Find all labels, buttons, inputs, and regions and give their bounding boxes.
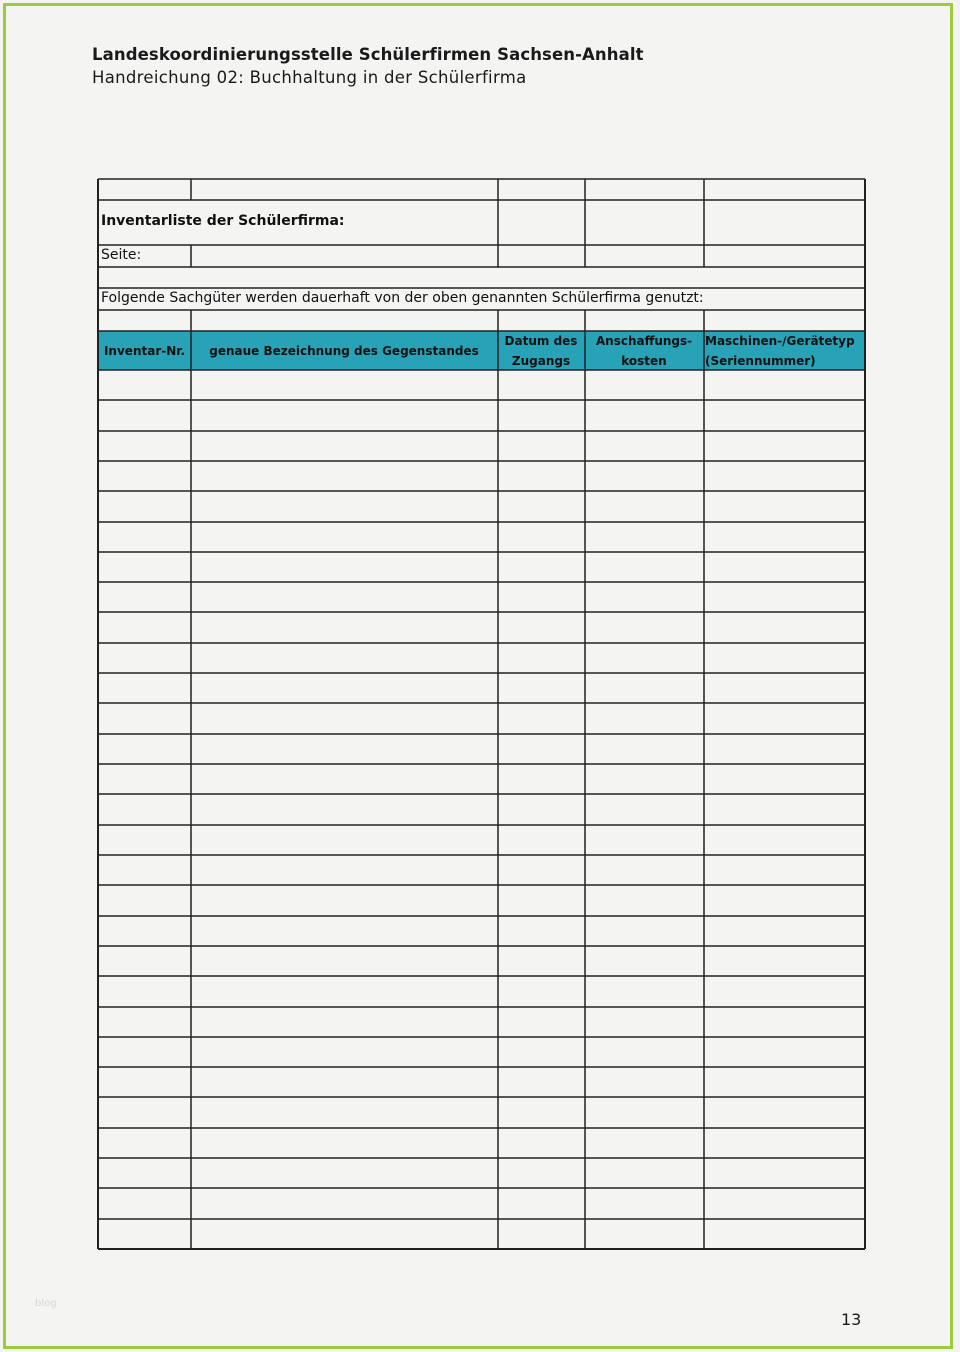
column-header-geraetetyp: Maschinen-/Gerätetyp (Seriennummer) bbox=[705, 333, 855, 368]
page-label: Seite: bbox=[101, 247, 142, 263]
column-header-datum: Datum des Zugangs bbox=[504, 333, 578, 368]
column-header-inventar-nr: Inventar-Nr. bbox=[103, 343, 186, 358]
statement-text: Folgende Sachgüter werden dauerhaft von der oben genannten Schülerfirma genutzt: bbox=[101, 290, 704, 306]
document-subtitle: Handreichung 02: Buchhaltung in der Schülerfirma bbox=[92, 68, 527, 87]
page-number: 13 bbox=[841, 1310, 862, 1329]
column-header-bezeichnung: genaue Bezeichnung des Gegenstandes bbox=[209, 343, 479, 358]
watermark: blog bbox=[35, 1298, 57, 1309]
document-title: Landeskoordinierungsstelle Schülerfirmen Sachsen-Anhalt bbox=[92, 45, 644, 64]
inventory-label: Inventarliste der Schülerfirma: bbox=[101, 213, 345, 229]
column-header-anschaffungskosten: Anschaffungs-kosten bbox=[595, 333, 693, 368]
